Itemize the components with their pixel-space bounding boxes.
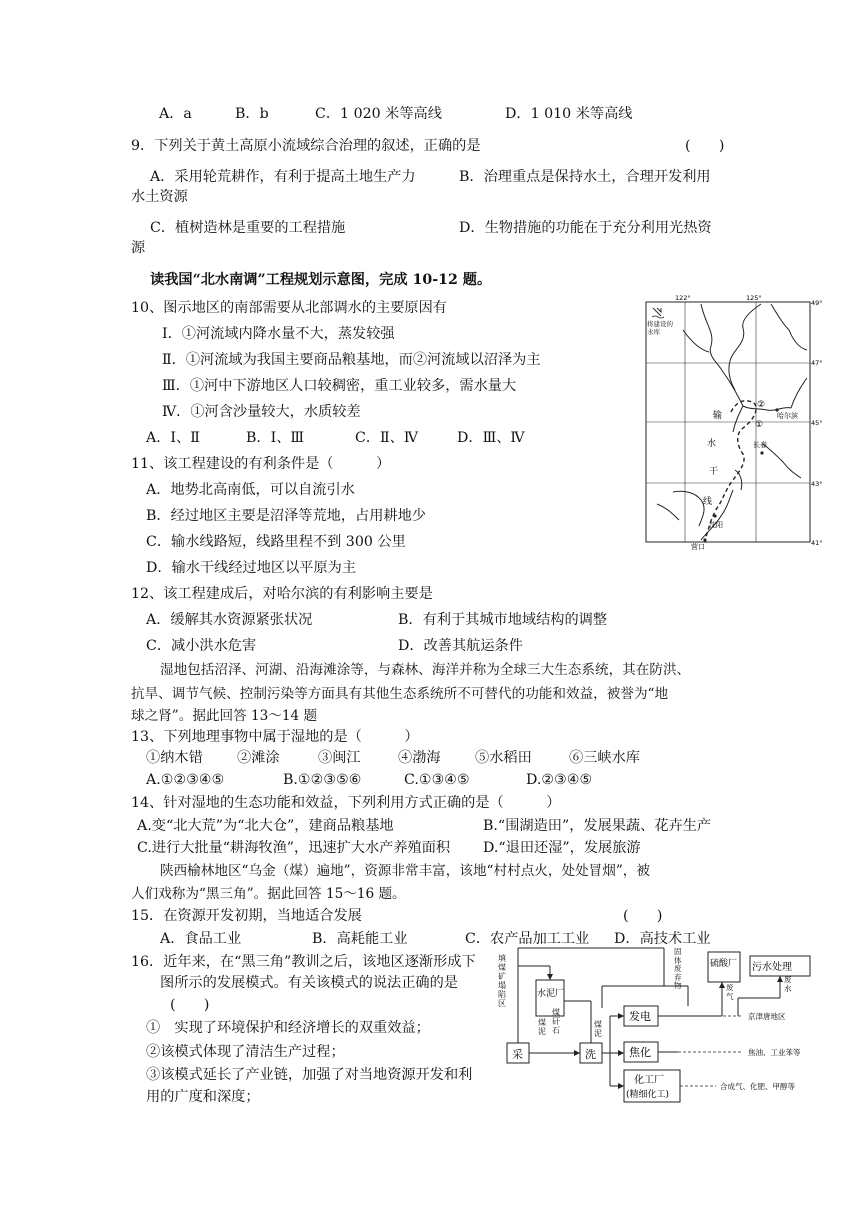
q16-statement-3: ③该模式延长了产业链，加强了对当地资源开发和利 bbox=[146, 1067, 473, 1083]
node-liusuan: 硫酸厂 bbox=[710, 959, 738, 969]
q16-statement-2: ②该模式体现了清洁生产过程； bbox=[146, 1044, 345, 1060]
canal-char-2: 水 bbox=[707, 439, 717, 449]
q15-option-b: B．高耗能工业 bbox=[312, 931, 408, 947]
q14-option-c: C.进行大批量“耕海牧渔”，迅速扩大水产养殖面积 bbox=[137, 840, 451, 856]
q13-item-3: ③闽江 bbox=[318, 750, 361, 766]
q13-stem: 13、下列地理事物中属于湿地的是（ ） bbox=[131, 729, 419, 745]
node-cai: 采 bbox=[512, 1048, 523, 1061]
wetland-passage-line2: 抗旱、调节气候、控制污染等方面具有其他生态系统所不可替代的功能和效益，被誉为“地 bbox=[131, 686, 669, 702]
river-label-1: ① bbox=[755, 420, 764, 430]
q16-stem-line1: 16．近年来，在“黑三角”教训之后，该地区逐渐形成下 bbox=[131, 954, 476, 970]
q10-item-iii: Ⅲ．①河中下游地区人口较稠密，重工业较多，需水量大 bbox=[162, 378, 517, 394]
q8-option-a: A．a bbox=[159, 106, 192, 122]
q10-option-c: C．Ⅱ、Ⅳ bbox=[355, 430, 419, 446]
node-xi: 洗 bbox=[585, 1048, 596, 1061]
q13-item-5: ⑤水稻田 bbox=[475, 750, 532, 766]
map-lon-122: 122° bbox=[675, 294, 691, 302]
q11-option-b: B．经过地区主要是沼泽等荒地，占用耕地少 bbox=[146, 508, 426, 524]
q15-option-c: C．农产品加工工业 bbox=[465, 931, 590, 947]
q13-option-a: A.①②③④⑤ bbox=[146, 772, 225, 788]
q13-item-4: ④渤海 bbox=[398, 750, 441, 766]
q9-option-c: C．植树造林是重要的工程措施 bbox=[150, 220, 346, 236]
city-harbin: 哈尔滨 bbox=[777, 412, 798, 420]
label-meini-1: 煤泥 bbox=[538, 1018, 546, 1036]
q13-item-6: ⑥三峡水库 bbox=[569, 750, 640, 766]
q13-option-b: B.①②③⑤⑥ bbox=[283, 772, 362, 788]
q15-option-a: A．食品工业 bbox=[160, 931, 242, 947]
node-shuini: 水泥厂 bbox=[537, 989, 565, 999]
q11-option-c: C．输水线路短，线路里程不到 300 公里 bbox=[146, 534, 406, 550]
q10-stem: 10、图示地区的南部需要从北部调水的主要原因有 bbox=[131, 300, 447, 316]
q14-option-a: A.变“北大荒”为“北大仓”，建商品粮基地 bbox=[137, 818, 394, 834]
shaanxi-passage-line1: 陕西榆林地区“乌金（煤）遍地”，资源非常丰富，该地“村村点火，处处冒烟”，被 bbox=[160, 863, 650, 879]
q10-item-i: Ⅰ．①河流域内降水量不大，蒸发较强 bbox=[162, 326, 395, 342]
q12-option-a: A．缓解其水资源紧张状况 bbox=[146, 612, 313, 628]
q16-statement-4: 用的广度和深度； bbox=[146, 1089, 260, 1105]
q9-paren: ( ) bbox=[685, 138, 725, 154]
map-lon-125: 125° bbox=[746, 294, 762, 302]
q9-option-d: D．生物措施的功能在于充分利用光热资 bbox=[459, 220, 712, 236]
q15-paren: ( ) bbox=[623, 908, 663, 924]
label-jingjintang: 京津唐地区 bbox=[748, 1012, 786, 1021]
q16-stem-line2: 图所示的发展模式。有关该模式的说法正确的是 bbox=[160, 975, 458, 991]
q14-option-d: D.“退田还湿”，发展旅游 bbox=[483, 840, 641, 856]
node-fadian: 发电 bbox=[629, 1010, 651, 1023]
q10-option-d: D．Ⅲ、Ⅳ bbox=[457, 430, 525, 446]
label-feishui: 废水 bbox=[784, 976, 792, 993]
q8-option-b: B．b bbox=[235, 106, 269, 122]
q9-option-b: B．治理重点是保持水土，合理开发利用 bbox=[459, 169, 711, 185]
q10-option-b: B．Ⅰ、Ⅲ bbox=[246, 430, 305, 446]
map-lat-45: 45° bbox=[811, 419, 823, 427]
q10-option-a: A．Ⅰ、Ⅱ bbox=[146, 430, 200, 446]
map-lat-41: 41° bbox=[811, 539, 823, 547]
q12-option-b: B．有利于其城市地域结构的调整 bbox=[398, 612, 608, 628]
canal-char-4: 线 bbox=[703, 497, 713, 507]
canal-char-1: 输 bbox=[713, 411, 723, 421]
q10-item-iv: Ⅳ．①河含沙量较大，水质较差 bbox=[162, 404, 361, 420]
label-meiganshi: 煤矸石 bbox=[552, 1008, 560, 1035]
q9-option-d-cont: 源 bbox=[131, 240, 146, 256]
river-label-2: ② bbox=[757, 400, 766, 410]
q9-option-a: A．采用轮荒耕作，有利于提高土地生产力 bbox=[150, 169, 416, 185]
node-huagong: 化工厂 bbox=[634, 1075, 664, 1086]
q9-option-b-cont: 水土资源 bbox=[131, 189, 188, 205]
q8-option-c: C．1 020 米等高线 bbox=[315, 106, 442, 122]
q14-option-b: B.“围湖造田”，发展果蔬、花卉生产 bbox=[483, 818, 712, 834]
label-tianmei: 填煤矿塌陷区 bbox=[498, 954, 506, 1008]
map-lat-43: 43° bbox=[811, 480, 823, 488]
wetland-passage-line3: 球之肾”。据此回答 13～14 题 bbox=[131, 708, 318, 724]
q10-item-ii: Ⅱ．①河流域为我国主要商品粮基地，而②河流域以沼泽为主 bbox=[162, 352, 541, 368]
map-lat-49: 49° bbox=[811, 299, 823, 307]
label-guti: 固体废弃物 bbox=[674, 948, 682, 990]
q11-option-a: A．地势北高南低，可以自流引水 bbox=[146, 482, 355, 498]
q8-option-d: D．1 010 米等高线 bbox=[505, 106, 633, 122]
node-huagong-sub: (精细化工) bbox=[626, 1090, 670, 1100]
q16-statement-1: ① 实现了环境保护和经济增长的双重效益； bbox=[146, 1020, 430, 1036]
map-lat-47: 47° bbox=[811, 359, 823, 367]
label-hechengqi: 合成气、化肥、甲醇等 bbox=[720, 1082, 795, 1091]
q9-stem: 9．下列关于黄土高原小流域综合治理的叙述，正确的是 bbox=[131, 138, 481, 154]
city-yingkou: 营口 bbox=[691, 543, 705, 550]
q14-stem: 14、针对湿地的生态功能和效益，下列利用方式正确的是（ ） bbox=[131, 795, 561, 811]
q12-option-c: C．减小洪水危害 bbox=[146, 638, 257, 654]
q15-stem: 15．在资源开发初期，当地适合发展 bbox=[131, 908, 362, 924]
node-jiaohua: 焦化 bbox=[629, 1046, 651, 1059]
q13-option-d: D.②③④⑤ bbox=[526, 772, 593, 788]
map-legend-label: 将建设的水库 bbox=[647, 320, 673, 336]
intro-10-12: 读我国“北水南调”工程规划示意图，完成 10-12 题。 bbox=[150, 272, 492, 288]
wetland-passage-line1: 湿地包括沼泽、河湖、沿海滩涂等，与森林、海洋并称为全球三大生态系统，其在防洪、 bbox=[160, 662, 691, 678]
label-jiaoyou: 焦油、工业苯等 bbox=[748, 1048, 801, 1057]
city-shenyang: 沈阳 bbox=[709, 521, 723, 529]
node-wushui: 污水处理 bbox=[752, 962, 792, 973]
q15-option-d: D．高技术工业 bbox=[614, 931, 711, 947]
canal-char-3: 干 bbox=[709, 467, 719, 477]
q16-paren: ( ) bbox=[170, 997, 210, 1013]
water-diversion-map bbox=[643, 294, 827, 550]
industrial-chain-diagram bbox=[498, 946, 826, 1108]
label-meini-2: 煤泥 bbox=[594, 1020, 602, 1038]
q12-option-d: D．改善其航运条件 bbox=[398, 638, 523, 654]
q13-option-c: C.①③④⑤ bbox=[404, 772, 470, 788]
shaanxi-passage-line2: 人们戏称为“黑三角”。据此回答 15～16 题。 bbox=[131, 886, 406, 902]
q11-stem: 11、该工程建设的有利条件是（ ） bbox=[131, 456, 391, 472]
city-changchun: 长春 bbox=[753, 441, 767, 449]
label-feiqi: 废气 bbox=[726, 984, 734, 1001]
q13-item-2: ②滩涂 bbox=[237, 750, 280, 766]
q11-option-d: D．输水干线经过地区以平原为主 bbox=[146, 560, 357, 576]
q13-item-1: ①纳木错 bbox=[146, 750, 203, 766]
q12-stem: 12、该工程建成后，对哈尔滨的有利影响主要是 bbox=[131, 586, 433, 602]
